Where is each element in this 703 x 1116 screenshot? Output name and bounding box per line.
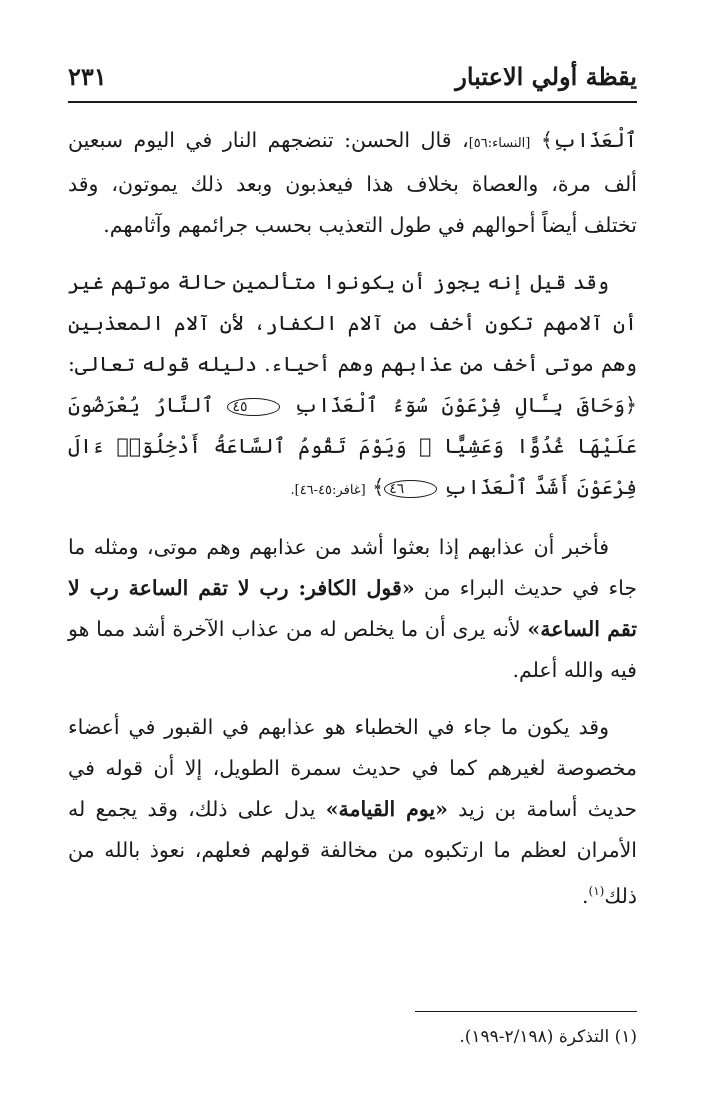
paragraph-3: [68, 527, 637, 691]
paragraph-text: لأنه يرى أن ما يخلص له من عذاب الآخرة أشد مما هو فيه والله أعلم.: [68, 617, 637, 682]
paragraph-4: [68, 707, 637, 917]
quran-verse: ٱلنَّارُ يُعْرَضُونَ عَلَيْهَا غُدُوًّا وَعَشِيًّا ۖ وَيَوْمَ تَقُومُ ٱلسَّاعَةُ أَدْخِلُوٓا۟ ءَالَ فِرْعَوْنَ أَشَدَّ ٱلْعَذَابِ: [68, 393, 637, 499]
quran-verse-close: ﴾: [372, 475, 385, 499]
ayah-number-mark: ٤٥: [227, 398, 280, 416]
quran-reference: [النساء:٥٦]: [468, 136, 531, 151]
paragraph-text: وقد يكون ما جاء في الخطباء هو عذابهم في القبور في أعضاء مخصوصة لغيرهم كما في حديث سمرة الطويل، إلا أن قوله في حديث أسامة بن زيد: [68, 715, 637, 821]
paragraph-text: يدل على ذلك، وقد يجمع له الأمران لعظم ما ارتكبوه من مخالفة قولهم فعلهم، نعوذ بالله من ذلك: [68, 797, 637, 908]
paragraph-text: ، قال الحسن: تنضجهم النار في اليوم سبعين ألف مرة، والعصاة بخلاف هذا فيعذبون وبعد ذلك يموتون، وقد تختلف أيضاً أحوالهم في طول التعذيب بحسب جرائمهم وآثامهم.: [68, 128, 637, 237]
paragraph-end: .: [581, 883, 589, 908]
footnote-divider: [415, 1011, 637, 1012]
ayah-number-mark: ٤٦: [384, 480, 437, 498]
page-header: [68, 60, 637, 100]
running-title: يقظة أولي الاعتبار: [455, 62, 637, 91]
main-text: [68, 120, 637, 933]
hadith-quote: «قول الكافر: رب لا تقم الساعة رب لا تقم الساعة»: [68, 576, 637, 641]
paragraph-1: [68, 120, 637, 246]
hadith-quote: «يوم القيامة»: [325, 797, 448, 821]
page-number: ٢٣١: [68, 62, 107, 91]
quran-reference: [غافر:٤٥-٤٦].: [290, 483, 366, 498]
paragraph-text: وقد قيل إنه يجوز أن يكونوا متألمين حالة موتهم غير أن آلامهم تكون أخف من آلام الكفار، لأن آلام المعذبين وهم موتى أخف من عذابهم وهم أحياء. دليله قوله تعالى:: [68, 270, 637, 376]
paragraph-2: [68, 262, 637, 511]
footnote-marker: (١): [588, 884, 605, 898]
footnote: (١) التذكرة (٢/١٩٨-١٩٩).: [459, 1027, 637, 1047]
header-divider: [68, 101, 637, 103]
paragraph-text: فأخبر أن عذابهم إذا بعثوا أشد من عذابهم وهم موتى، ومثله ما جاء في حديث البراء من: [68, 535, 637, 600]
quran-verse: ﴿وَحَاقَ بِـَٔالِ فِرْعَوْنَ سُوٓءُ ٱلْعَذَابِ: [294, 393, 637, 417]
quran-quote-end: ٱلْعَذَابِ﴾: [540, 128, 637, 152]
